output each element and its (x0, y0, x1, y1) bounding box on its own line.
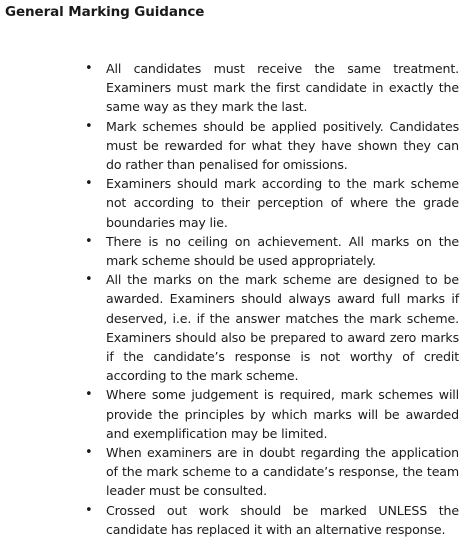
bullet-icon: • (85, 233, 93, 249)
list-item (85, 117, 459, 175)
list-item (85, 59, 459, 117)
list-item (85, 270, 459, 385)
bullet-icon: • (85, 502, 93, 518)
bullet-icon: • (85, 61, 93, 76)
bullet-icon: • (85, 272, 93, 288)
list-item-text: When examiners are in doubt regarding the application of the mark scheme to a candidate’s response, the team leader must be consulted. (106, 445, 459, 499)
list-item-text: Mark schemes should be applied positively. Candidates must be rewarded for what they have shown they can do rather than penalised for omissions. (106, 118, 459, 173)
list-item-text: Where some judgement is required, mark schemes will provide the principles by which marks will be awarded and exemplification may be limited. (106, 387, 459, 441)
guidance-list (85, 59, 459, 539)
list-item (85, 232, 459, 270)
list-item (85, 501, 459, 539)
list-item-text: Crossed out work should be marked UNLESS the candidate has replaced it with an alternative response. (106, 502, 459, 537)
bullet-icon: • (85, 387, 93, 403)
list-item-text: Examiners should mark according to the mark scheme not according to their perception of where the grade boundaries may lie. (106, 176, 459, 230)
list-item-text: All the marks on the mark scheme are designed to be awarded. Examiners should always award full marks if deserved, i.e. if the answer matches the mark scheme. Examiners should also be prepared to award zero marks if the candidate’s response is not worthy of credit according to the mark scheme. (106, 272, 459, 384)
bullet-icon: • (85, 176, 93, 192)
section-heading: General Marking Guidance (5, 4, 205, 20)
list-item (85, 443, 459, 501)
bullet-icon: • (85, 445, 93, 461)
list-item-text: All candidates must receive the same treatment. Examiners must mark the first candidate in exactly the same way as they mark the last. (106, 61, 459, 115)
list-item (85, 385, 459, 443)
bullet-icon: • (85, 118, 93, 134)
list-item (85, 174, 459, 232)
list-item-text: There is no ceiling on achievement. All marks on the mark scheme should be used appropriately. (106, 233, 459, 269)
